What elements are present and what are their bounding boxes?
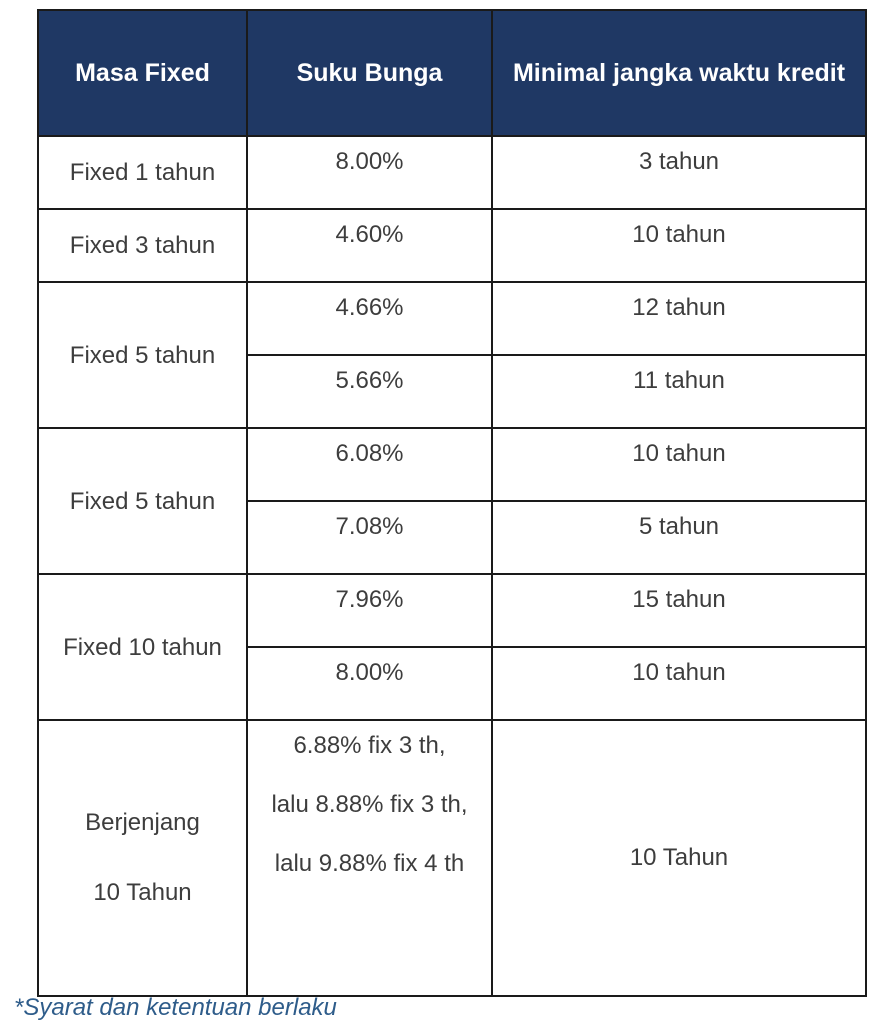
table-row xyxy=(38,209,866,282)
table-row-tiered xyxy=(38,720,866,996)
cell-suku-bunga: 8.00% xyxy=(247,136,492,209)
cell-minimal-jangka: 3 tahun xyxy=(492,136,866,209)
interest-rate-table-container xyxy=(37,9,865,997)
cell-suku-bunga: 4.60% xyxy=(247,209,492,282)
cell-suku-bunga: 8.00% xyxy=(247,647,492,720)
cell-suku-bunga-berjenjang xyxy=(247,720,492,996)
cell-minimal-jangka: 10 tahun xyxy=(492,647,866,720)
cell-suku-bunga: 4.66% xyxy=(247,282,492,355)
rate-tier-1: 6.88% fix 3 th, xyxy=(293,732,446,759)
cell-masa-fixed: Fixed 3 tahun xyxy=(38,209,247,282)
table-header-row xyxy=(38,10,866,136)
table-row xyxy=(38,428,866,501)
masa-berjenjang-line1: Berjenjang xyxy=(85,809,200,836)
table-row xyxy=(38,282,866,355)
cell-masa-fixed: Fixed 5 tahun xyxy=(38,282,247,428)
cell-minimal-jangka: 12 tahun xyxy=(492,282,866,355)
cell-minimal-jangka: 10 tahun xyxy=(492,428,866,501)
cell-suku-bunga: 6.08% xyxy=(247,428,492,501)
cell-suku-bunga: 5.66% xyxy=(247,355,492,428)
cell-minimal-jangka-berjenjang: 10 Tahun xyxy=(492,720,866,996)
masa-berjenjang-line2: 10 Tahun xyxy=(93,879,192,906)
cell-suku-bunga: 7.08% xyxy=(247,501,492,574)
interest-rate-table xyxy=(37,9,867,997)
rate-tier-3: lalu 9.88% fix 4 th xyxy=(274,850,465,877)
cell-minimal-jangka: 10 tahun xyxy=(492,209,866,282)
cell-minimal-jangka: 15 tahun xyxy=(492,574,866,647)
terms-footnote: *Syarat dan ketentuan berlaku xyxy=(14,994,337,1021)
rate-tier-2: lalu 8.88% fix 3 th, xyxy=(271,791,468,818)
cell-masa-berjenjang xyxy=(38,720,247,996)
cell-masa-fixed: Fixed 10 tahun xyxy=(38,574,247,720)
cell-minimal-jangka: 5 tahun xyxy=(492,501,866,574)
header-suku-bunga: Suku Bunga xyxy=(247,10,492,136)
header-masa-fixed: Masa Fixed xyxy=(38,10,247,136)
header-minimal-jangka-waktu: Minimal jangka waktu kredit xyxy=(492,10,866,136)
cell-masa-fixed: Fixed 1 tahun xyxy=(38,136,247,209)
cell-minimal-jangka: 11 tahun xyxy=(492,355,866,428)
cell-masa-fixed: Fixed 5 tahun xyxy=(38,428,247,574)
cell-suku-bunga: 7.96% xyxy=(247,574,492,647)
table-row xyxy=(38,136,866,209)
table-row xyxy=(38,574,866,647)
